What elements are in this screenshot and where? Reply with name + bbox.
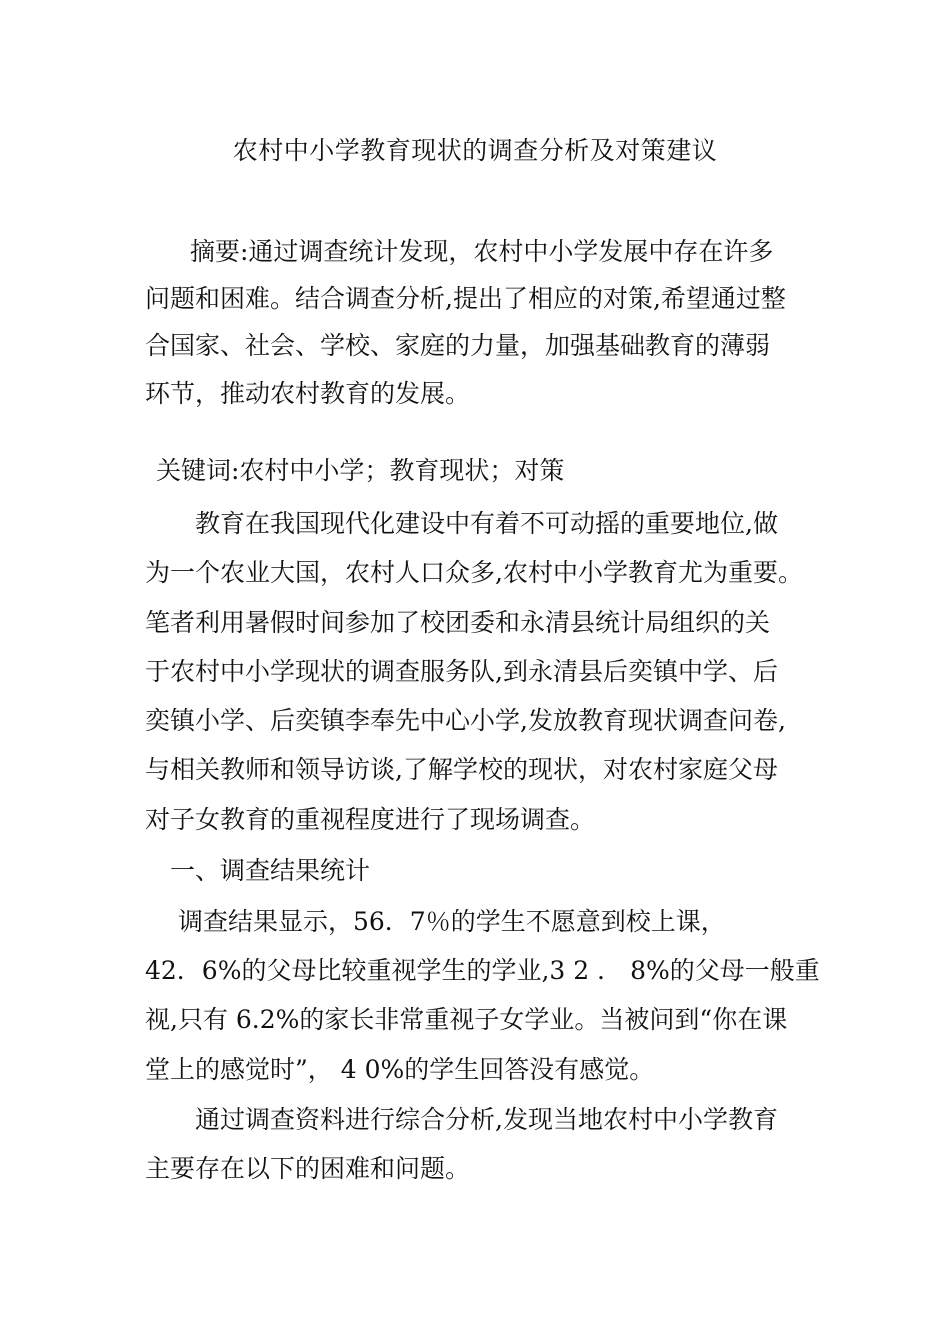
document-title: 农村中小学教育现状的调查分析及对策建议 bbox=[232, 136, 718, 165]
body-paragraph-1-line-5: 奕镇小学、后奕镇李奉先中心小学,发放教育现状调查问卷, bbox=[145, 706, 786, 735]
abstract-line-1: 摘要:通过调查统计发现，农村中小学发展中存在许多 bbox=[190, 237, 774, 266]
body-paragraph-1-line-3: 笔者利用暑假时间参加了校团委和永清县统计局组织的关 bbox=[145, 608, 771, 637]
analysis-line-1: 通过调查资料进行综合分析,发现当地农村中小学教育 bbox=[195, 1105, 778, 1134]
body-paragraph-1-line-1: 教育在我国现代化建设中有着不可动摇的重要地位,做 bbox=[195, 509, 778, 538]
keywords-line: 关键词:农村中小学；教育现状；对策 bbox=[156, 456, 565, 485]
analysis-line-2: 主要存在以下的困难和问题。 bbox=[145, 1154, 471, 1183]
body-paragraph-1-line-2: 为一个农业大国，农村人口众多,农村中小学教育尤为重要。 bbox=[145, 558, 803, 587]
body-paragraph-1-line-4: 于农村中小学现状的调查服务队,到永清县后奕镇中学、后 bbox=[145, 657, 778, 686]
results-line-4: 堂上的感觉时”， 4 0%的学生回答没有感觉。 bbox=[145, 1055, 655, 1084]
section-heading-1: 一、调查结果统计 bbox=[170, 856, 371, 885]
results-line-3: 视,只有 6.2%的家长非常重视子女学业。当被问到“你在课 bbox=[145, 1005, 788, 1034]
abstract-line-2: 问题和困难。结合调查分析,提出了相应的对策,希望通过整 bbox=[145, 284, 786, 313]
body-paragraph-1-line-6: 与相关教师和领导访谈,了解学校的现状，对农村家庭父母 bbox=[145, 755, 778, 784]
abstract-line-4: 环节，推动农村教育的发展。 bbox=[145, 379, 471, 408]
body-paragraph-1-line-7: 对子女教育的重视程度进行了现场调查。 bbox=[145, 805, 596, 834]
results-line-2: 42．6%的父母比较重视学生的学业,3 2 ． 8%的父母一般重 bbox=[145, 956, 820, 985]
results-line-1: 调查结果显示，56．7％的学生不愿意到校上课， bbox=[178, 907, 726, 936]
abstract-line-3: 合国家、社会、学校、家庭的力量，加强基础教育的薄弱 bbox=[145, 331, 771, 360]
